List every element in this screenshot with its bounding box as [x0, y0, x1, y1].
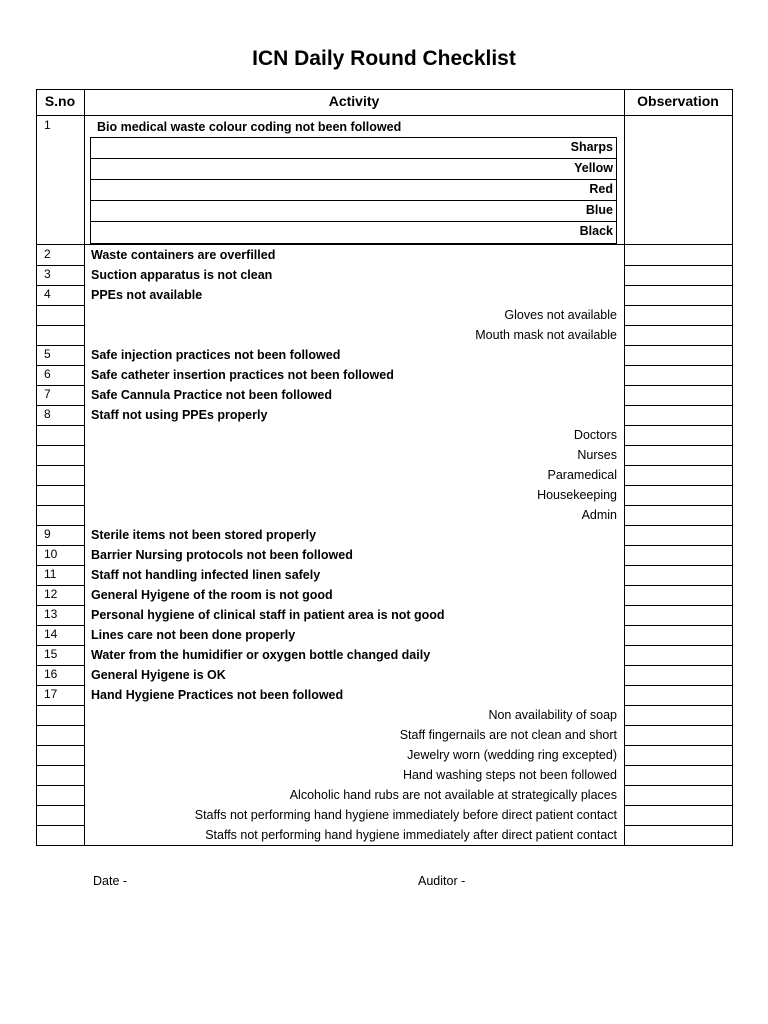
header-activity: Activity: [328, 93, 380, 109]
row-activity-label: Lines care not been done properly: [91, 628, 296, 642]
observation-cell-border: [624, 405, 733, 406]
observation-cell-border: [624, 765, 733, 766]
colour-row-divider: [90, 221, 617, 222]
row-sno: 13: [44, 607, 58, 621]
row-sub-item-label: Doctors: [573, 428, 617, 442]
item-1-label: Bio medical waste colour coding not been followed: [97, 120, 402, 134]
observation-cell-border: [624, 665, 733, 666]
row-sno: 2: [44, 247, 51, 261]
sno-cell-border: [36, 305, 85, 306]
observation-cell-border: [624, 525, 733, 526]
sno-cell-border: [36, 445, 85, 446]
sno-cell-border: [36, 765, 85, 766]
row-sno: 4: [44, 287, 51, 301]
item-1-sno: 1: [44, 118, 51, 132]
sno-cell-border: [36, 625, 85, 626]
observation-cell-border: [624, 365, 733, 366]
sno-cell-border: [36, 585, 85, 586]
observation-cell-border: [624, 585, 733, 586]
observation-cell-border: [624, 385, 733, 386]
sno-cell-border: [36, 345, 85, 346]
row-sno: 11: [44, 567, 57, 581]
observation-cell-border: [624, 285, 733, 286]
sno-cell-border: [36, 505, 85, 506]
page-title: ICN Daily Round Checklist: [252, 47, 516, 70]
table-border-right: [732, 89, 733, 845]
observation-cell-border: [624, 685, 733, 686]
row-activity-label: General Hyigene of the room is not good: [91, 588, 333, 602]
row-sno: 6: [44, 367, 51, 381]
observation-cell-border: [624, 505, 733, 506]
row-activity-label: Safe Cannula Practice not been followed: [91, 388, 333, 402]
table-bottom-border: [36, 845, 733, 846]
observation-cell-border: [624, 345, 733, 346]
sno-cell-border: [36, 645, 85, 646]
observation-column-divider: [624, 89, 625, 845]
observation-cell-border: [624, 265, 733, 266]
observation-cell-border: [624, 725, 733, 726]
observation-cell-border: [624, 485, 733, 486]
date-label: Date -: [93, 874, 128, 888]
sno-cell-border: [36, 565, 85, 566]
observation-cell-border: [624, 625, 733, 626]
observation-cell-border: [624, 545, 733, 546]
sno-cell-border: [36, 325, 85, 326]
row-sub-item-label: Mouth mask not available: [475, 328, 617, 342]
sno-cell-border: [36, 285, 85, 286]
observation-cell-border: [624, 325, 733, 326]
sno-cell-border: [36, 365, 85, 366]
sno-cell-border: [36, 485, 85, 486]
row-activity-label: Staff not handling infected linen safely: [91, 568, 321, 582]
row-activity-label: Barrier Nursing protocols not been followed: [91, 548, 353, 562]
row-sno: 17: [44, 687, 58, 701]
row-sno: 16: [44, 667, 58, 681]
row-sno: 15: [44, 647, 58, 661]
row-sno: 5: [44, 347, 51, 361]
sno-cell-border: [36, 785, 85, 786]
colour-yellow: Yellow: [574, 161, 613, 175]
row-activity-label: Waste containers are overfilled: [91, 248, 276, 262]
colour-row-divider: [90, 179, 617, 180]
observation-cell-border: [624, 605, 733, 606]
row-sno: 7: [44, 387, 51, 401]
sno-cell-border: [36, 605, 85, 606]
sno-cell-border: [36, 805, 85, 806]
observation-cell-border: [624, 465, 733, 466]
row-sub-item-label: Non availability of soap: [488, 708, 617, 722]
sno-cell-border: [36, 665, 85, 666]
row-activity-label: Staff not using PPEs properly: [91, 408, 268, 422]
row-sub-item-label: Housekeeping: [537, 488, 617, 502]
row-sub-item-label: Staff fingernails are not clean and short: [399, 728, 617, 742]
row-sub-item-label: Hand washing steps not been followed: [402, 768, 617, 782]
auditor-label: Auditor -: [418, 874, 466, 888]
row-activity-label: Hand Hygiene Practices not been followed: [91, 688, 344, 702]
observation-cell-border: [624, 445, 733, 446]
row-sno: 10: [44, 547, 58, 561]
row-activity-label: Personal hygiene of clinical staff in patient area is not good: [91, 608, 445, 622]
sno-cell-border: [36, 745, 85, 746]
sno-cell-border: [36, 525, 85, 526]
header-sno: S.no: [44, 93, 76, 109]
row-sub-item-label: Gloves not available: [504, 308, 617, 322]
colour-blue: Blue: [585, 203, 613, 217]
row-activity-label: General Hyigene is OK: [91, 668, 226, 682]
row-activity-label: Sterile items not been stored properly: [91, 528, 317, 542]
row-sub-item-label: Nurses: [577, 448, 617, 462]
sno-cell-border: [36, 545, 85, 546]
observation-cell-border: [624, 825, 733, 826]
colour-coding-box: [90, 137, 617, 244]
row-sno: 14: [44, 627, 58, 641]
sno-cell-border: [36, 405, 85, 406]
sno-cell-border: [36, 825, 85, 826]
table-border-left: [36, 89, 37, 845]
sno-cell-border: [36, 425, 85, 426]
row-activity-label: PPEs not available: [91, 288, 203, 302]
sno-column-divider: [84, 89, 85, 845]
sno-cell-border: [36, 465, 85, 466]
row-sub-item-label: Staffs not performing hand hygiene immediately before direct patient contact: [194, 808, 617, 822]
colour-row-divider: [90, 200, 617, 201]
observation-cell-border: [624, 705, 733, 706]
colour-row-divider: [90, 158, 617, 159]
row-sno: 8: [44, 407, 51, 421]
sno-cell-border: [36, 685, 85, 686]
row-sub-item-label: Jewelry worn (wedding ring excepted): [407, 748, 617, 762]
header-observation: Observation: [637, 93, 719, 109]
row-activity-label: Safe catheter insertion practices not been followed: [91, 368, 394, 382]
sno-cell-border: [36, 725, 85, 726]
row-sub-item-label: Staffs not performing hand hygiene immediately after direct patient contact: [205, 828, 617, 842]
row-activity-label: Suction apparatus is not clean: [91, 268, 273, 282]
sno-cell-border: [36, 385, 85, 386]
row-activity-label: Safe injection practices not been followed: [91, 348, 341, 362]
row-sno: 3: [44, 267, 51, 281]
observation-cell-border: [624, 785, 733, 786]
observation-cell-border: [624, 645, 733, 646]
colour-sharps: Sharps: [570, 140, 613, 154]
sno-cell-border: [36, 265, 85, 266]
observation-cell-border: [624, 565, 733, 566]
sno-cell-border: [36, 705, 85, 706]
row-sub-item-label: Alcoholic hand rubs are not available at strategically places: [289, 788, 617, 802]
row-sno: 12: [44, 587, 58, 601]
row-sno: 9: [44, 527, 51, 541]
row-sub-item-label: Paramedical: [547, 468, 617, 482]
colour-black: Black: [579, 224, 613, 238]
observation-cell-border: [624, 305, 733, 306]
observation-cell-border: [624, 425, 733, 426]
row-activity-label: Water from the humidifier or oxygen bottle changed daily: [91, 648, 431, 662]
item-1-bottom-border: [36, 244, 733, 245]
observation-cell-border: [624, 805, 733, 806]
row-sub-item-label: Admin: [581, 508, 617, 522]
header-bottom-border: [36, 115, 733, 116]
observation-cell-border: [624, 745, 733, 746]
colour-red: Red: [589, 182, 613, 196]
